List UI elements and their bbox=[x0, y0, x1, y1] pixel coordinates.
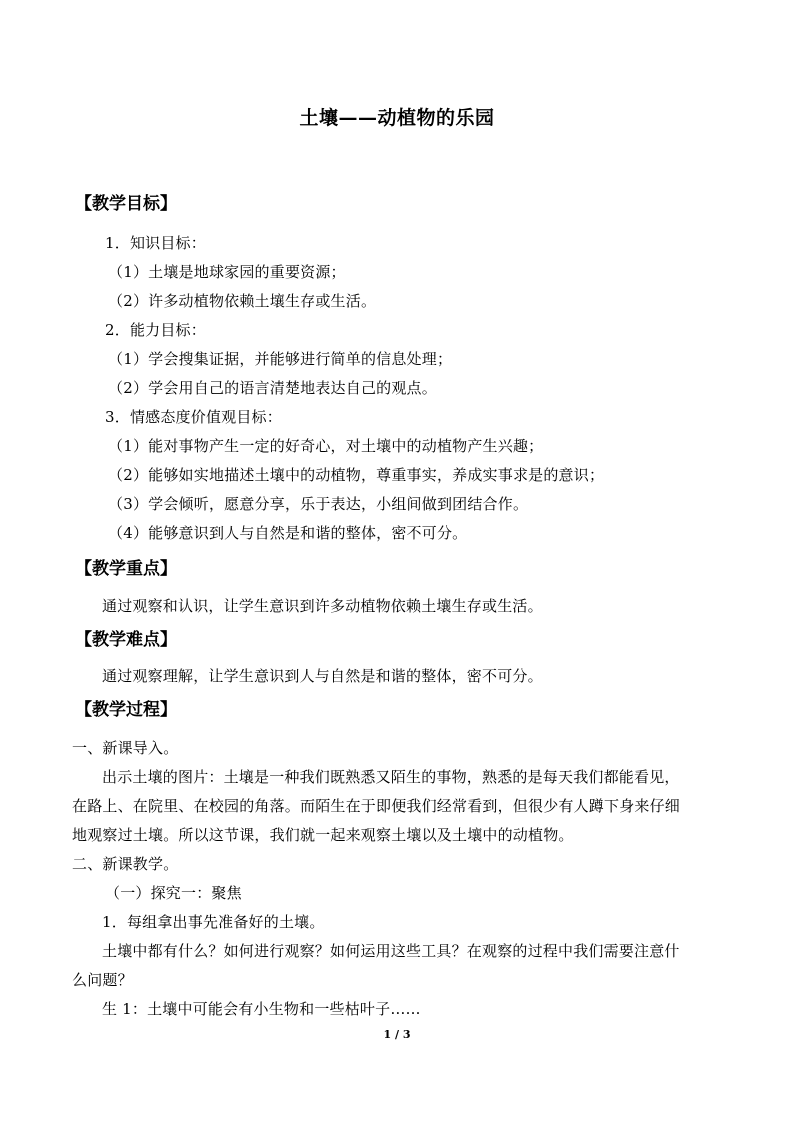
objective-line: 1．知识目标： bbox=[105, 234, 206, 252]
process-paragraph-line: 出示土壤的图片：土壤是一种我们既熟悉又陌生的事物，熟悉的是每天我们都能看见， bbox=[102, 768, 680, 786]
process-step-line: 1．每组拿出事先准备好的土壤。 bbox=[102, 913, 325, 931]
objectives-heading: 【教学目标】 bbox=[75, 194, 177, 214]
objective-line: （1）土壤是地球家园的重要资源； bbox=[108, 263, 346, 281]
objective-line: 3．情感态度价值观目标： bbox=[105, 408, 282, 426]
key-point-text: 通过观察和认识，让学生意识到许多动植物依赖土壤生存或生活。 bbox=[102, 597, 543, 615]
objective-line: （2）许多动植物依赖土壤生存或生活。 bbox=[108, 292, 377, 310]
process-paragraph-line: 土壤中都有什么？如何进行观察？如何运用这些工具？在观察的过程中我们需要注意什 bbox=[102, 942, 680, 960]
process-paragraph-line: 么问题？ bbox=[72, 971, 133, 989]
objective-line: 2．能力目标： bbox=[105, 321, 206, 339]
process-paragraph-line: 在路上、在院里、在校园的角落。而陌生在于即便我们经常看到，但很少有人蹲下身来仔细 bbox=[72, 797, 681, 815]
objective-line: （4）能够意识到人与自然是和谐的整体，密不可分。 bbox=[108, 524, 468, 542]
process-section-title: 二、新课教学。 bbox=[72, 855, 179, 873]
objective-line: （1）学会搜集证据，并能够进行简单的信息处理； bbox=[108, 350, 453, 368]
page-number: 1 / 3 bbox=[383, 1028, 411, 1041]
process-section-title: 一、新课导入。 bbox=[72, 739, 179, 757]
objective-line: （3）学会倾听，愿意分享，乐于表达，小组间做到团结合作。 bbox=[108, 495, 529, 513]
objective-line: （2）能够如实地描述土壤中的动植物，尊重事实，养成实事求是的意识； bbox=[108, 466, 605, 484]
document-title: 土壤——动植物的乐园 bbox=[299, 107, 495, 129]
process-heading: 【教学过程】 bbox=[75, 700, 177, 720]
process-subsection-title: （一）探究一：聚焦 bbox=[105, 884, 242, 902]
process-paragraph-line: 生 1：土壤中可能会有小生物和一些枯叶子…… bbox=[102, 1000, 421, 1018]
difficulty-text: 通过观察理解，让学生意识到人与自然是和谐的整体，密不可分。 bbox=[102, 667, 543, 685]
difficulty-heading: 【教学难点】 bbox=[75, 630, 177, 650]
key-point-heading: 【教学重点】 bbox=[75, 559, 177, 579]
process-paragraph-line: 地观察过土壤。所以这节课，我们就一起来观察土壤以及土壤中的动植物。 bbox=[72, 826, 574, 844]
objective-line: （1）能对事物产生一定的好奇心，对土壤中的动植物产生兴趣； bbox=[108, 437, 544, 455]
objective-line: （2）学会用自己的语言清楚地表达自己的观点。 bbox=[108, 379, 437, 397]
